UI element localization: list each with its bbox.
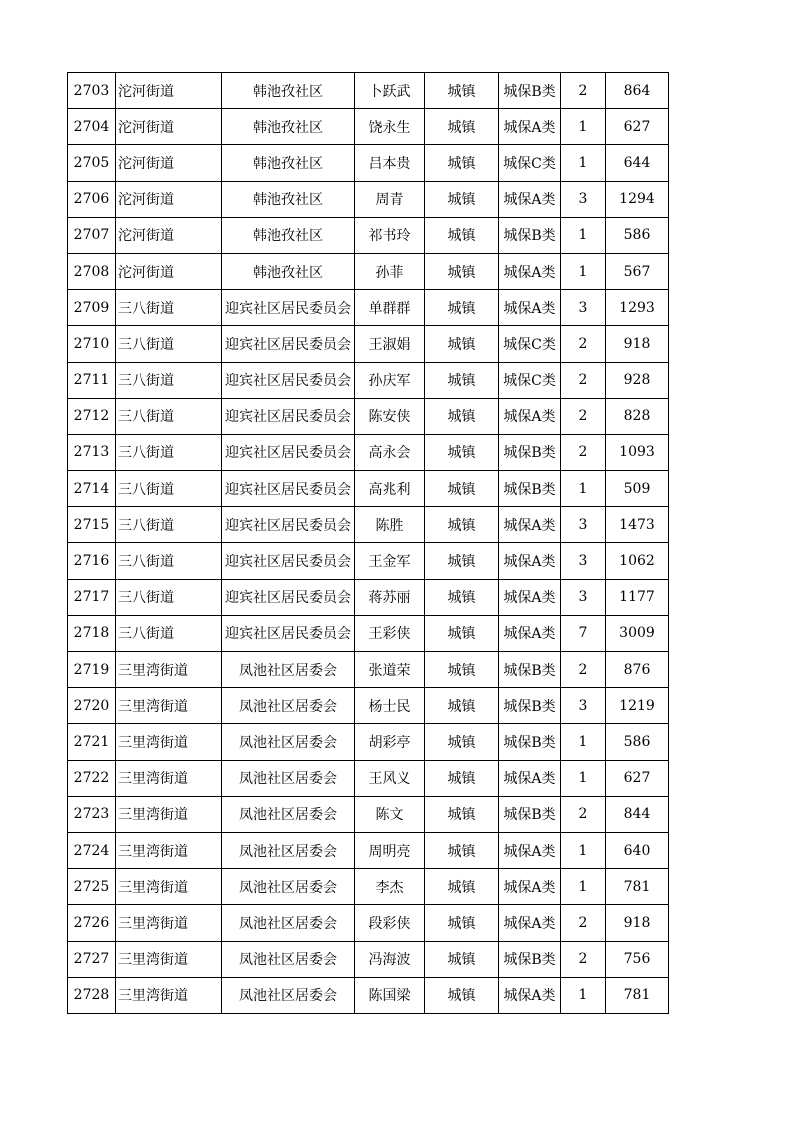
- area-cell: 城镇: [425, 760, 499, 796]
- household-count-cell: 3: [561, 290, 606, 326]
- amount-cell: 509: [606, 471, 669, 507]
- record-id-cell: 2718: [68, 615, 116, 651]
- amount-cell: 640: [606, 832, 669, 868]
- area-cell: 城镇: [425, 869, 499, 905]
- community-cell: 凤池社区居委会: [222, 941, 355, 977]
- street-cell: 三里湾街道: [116, 652, 222, 688]
- area-cell: 城镇: [425, 796, 499, 832]
- amount-cell: 3009: [606, 615, 669, 651]
- record-id-cell: 2713: [68, 434, 116, 470]
- table-row: [68, 615, 669, 651]
- table-row: [68, 73, 669, 109]
- table-row: [68, 688, 669, 724]
- category-cell: 城保C类: [499, 326, 561, 362]
- community-cell: 凤池社区居委会: [222, 869, 355, 905]
- community-cell: 迎宾社区居民委员会: [222, 471, 355, 507]
- street-cell: 三八街道: [116, 615, 222, 651]
- street-cell: 三里湾街道: [116, 724, 222, 760]
- record-id-cell: 2726: [68, 905, 116, 941]
- community-cell: 凤池社区居委会: [222, 688, 355, 724]
- record-id-cell: 2705: [68, 145, 116, 181]
- household-count-cell: 2: [561, 941, 606, 977]
- street-cell: 三八街道: [116, 543, 222, 579]
- name-cell: 高兆利: [355, 471, 425, 507]
- amount-cell: 1219: [606, 688, 669, 724]
- table-row: [68, 941, 669, 977]
- street-cell: 三八街道: [116, 362, 222, 398]
- table-row: [68, 290, 669, 326]
- record-id-cell: 2709: [68, 290, 116, 326]
- area-cell: 城镇: [425, 507, 499, 543]
- amount-cell: 1093: [606, 434, 669, 470]
- amount-cell: 781: [606, 977, 669, 1013]
- community-cell: 迎宾社区居民委员会: [222, 326, 355, 362]
- records-table: [67, 72, 669, 1014]
- record-id-cell: 2717: [68, 579, 116, 615]
- household-count-cell: 2: [561, 652, 606, 688]
- table-row: [68, 398, 669, 434]
- area-cell: 城镇: [425, 73, 499, 109]
- street-cell: 三里湾街道: [116, 977, 222, 1013]
- area-cell: 城镇: [425, 398, 499, 434]
- amount-cell: 627: [606, 760, 669, 796]
- category-cell: 城保A类: [499, 579, 561, 615]
- table-row: [68, 760, 669, 796]
- household-count-cell: 2: [561, 398, 606, 434]
- record-id-cell: 2708: [68, 253, 116, 289]
- name-cell: 周青: [355, 181, 425, 217]
- household-count-cell: 2: [561, 434, 606, 470]
- street-cell: 三八街道: [116, 579, 222, 615]
- table-row: [68, 724, 669, 760]
- community-cell: 凤池社区居委会: [222, 796, 355, 832]
- amount-cell: 627: [606, 109, 669, 145]
- area-cell: 城镇: [425, 217, 499, 253]
- category-cell: 城保A类: [499, 832, 561, 868]
- household-count-cell: 2: [561, 326, 606, 362]
- community-cell: 迎宾社区居民委员会: [222, 362, 355, 398]
- street-cell: 三八街道: [116, 290, 222, 326]
- category-cell: 城保B类: [499, 471, 561, 507]
- record-id-cell: 2719: [68, 652, 116, 688]
- area-cell: 城镇: [425, 290, 499, 326]
- area-cell: 城镇: [425, 905, 499, 941]
- community-cell: 韩池孜社区: [222, 217, 355, 253]
- area-cell: 城镇: [425, 326, 499, 362]
- household-count-cell: 1: [561, 977, 606, 1013]
- table-row: [68, 471, 669, 507]
- community-cell: 凤池社区居委会: [222, 724, 355, 760]
- name-cell: 胡彩亭: [355, 724, 425, 760]
- name-cell: 孙庆军: [355, 362, 425, 398]
- table-row: [68, 109, 669, 145]
- record-id-cell: 2722: [68, 760, 116, 796]
- household-count-cell: 2: [561, 905, 606, 941]
- street-cell: 沱河街道: [116, 253, 222, 289]
- street-cell: 沱河街道: [116, 217, 222, 253]
- street-cell: 三里湾街道: [116, 832, 222, 868]
- amount-cell: 828: [606, 398, 669, 434]
- community-cell: 迎宾社区居民委员会: [222, 615, 355, 651]
- table-row: [68, 543, 669, 579]
- name-cell: 陈胜: [355, 507, 425, 543]
- household-count-cell: 2: [561, 362, 606, 398]
- category-cell: 城保A类: [499, 253, 561, 289]
- household-count-cell: 3: [561, 181, 606, 217]
- category-cell: 城保A类: [499, 290, 561, 326]
- community-cell: 韩池孜社区: [222, 253, 355, 289]
- area-cell: 城镇: [425, 688, 499, 724]
- household-count-cell: 3: [561, 543, 606, 579]
- household-count-cell: 1: [561, 471, 606, 507]
- name-cell: 王彩侠: [355, 615, 425, 651]
- category-cell: 城保B类: [499, 941, 561, 977]
- street-cell: 三八街道: [116, 434, 222, 470]
- category-cell: 城保A类: [499, 543, 561, 579]
- record-id-cell: 2703: [68, 73, 116, 109]
- category-cell: 城保A类: [499, 398, 561, 434]
- street-cell: 三里湾街道: [116, 905, 222, 941]
- table-row: [68, 181, 669, 217]
- area-cell: 城镇: [425, 832, 499, 868]
- amount-cell: 1294: [606, 181, 669, 217]
- amount-cell: 781: [606, 869, 669, 905]
- name-cell: 张道荣: [355, 652, 425, 688]
- table-row: [68, 434, 669, 470]
- community-cell: 迎宾社区居民委员会: [222, 290, 355, 326]
- record-id-cell: 2723: [68, 796, 116, 832]
- amount-cell: 876: [606, 652, 669, 688]
- amount-cell: 918: [606, 905, 669, 941]
- table-row: [68, 869, 669, 905]
- amount-cell: 756: [606, 941, 669, 977]
- community-cell: 凤池社区居委会: [222, 652, 355, 688]
- street-cell: 三八街道: [116, 398, 222, 434]
- category-cell: 城保A类: [499, 760, 561, 796]
- community-cell: 凤池社区居委会: [222, 905, 355, 941]
- area-cell: 城镇: [425, 941, 499, 977]
- area-cell: 城镇: [425, 253, 499, 289]
- name-cell: 卜跃武: [355, 73, 425, 109]
- record-id-cell: 2710: [68, 326, 116, 362]
- record-id-cell: 2716: [68, 543, 116, 579]
- record-id-cell: 2725: [68, 869, 116, 905]
- name-cell: 蒋苏丽: [355, 579, 425, 615]
- amount-cell: 928: [606, 362, 669, 398]
- street-cell: 沱河街道: [116, 145, 222, 181]
- record-id-cell: 2712: [68, 398, 116, 434]
- category-cell: 城保B类: [499, 652, 561, 688]
- community-cell: 迎宾社区居民委员会: [222, 543, 355, 579]
- name-cell: 陈安侠: [355, 398, 425, 434]
- category-cell: 城保B类: [499, 434, 561, 470]
- street-cell: 沱河街道: [116, 73, 222, 109]
- name-cell: 高永会: [355, 434, 425, 470]
- category-cell: 城保C类: [499, 145, 561, 181]
- category-cell: 城保A类: [499, 507, 561, 543]
- table-row: [68, 507, 669, 543]
- table-row: [68, 362, 669, 398]
- category-cell: 城保A类: [499, 905, 561, 941]
- category-cell: 城保A类: [499, 869, 561, 905]
- household-count-cell: 1: [561, 109, 606, 145]
- name-cell: 吕本贵: [355, 145, 425, 181]
- household-count-cell: 1: [561, 253, 606, 289]
- category-cell: 城保A类: [499, 109, 561, 145]
- street-cell: 三八街道: [116, 326, 222, 362]
- record-id-cell: 2715: [68, 507, 116, 543]
- category-cell: 城保A类: [499, 977, 561, 1013]
- record-id-cell: 2711: [68, 362, 116, 398]
- household-count-cell: 1: [561, 724, 606, 760]
- household-count-cell: 1: [561, 832, 606, 868]
- street-cell: 三里湾街道: [116, 688, 222, 724]
- household-count-cell: 3: [561, 688, 606, 724]
- record-id-cell: 2728: [68, 977, 116, 1013]
- table-row: [68, 796, 669, 832]
- amount-cell: 1293: [606, 290, 669, 326]
- table-row: [68, 217, 669, 253]
- household-count-cell: 2: [561, 796, 606, 832]
- table-row: [68, 579, 669, 615]
- street-cell: 三八街道: [116, 471, 222, 507]
- area-cell: 城镇: [425, 977, 499, 1013]
- community-cell: 迎宾社区居民委员会: [222, 507, 355, 543]
- category-cell: 城保B类: [499, 73, 561, 109]
- table-row: [68, 977, 669, 1013]
- household-count-cell: 1: [561, 760, 606, 796]
- area-cell: 城镇: [425, 145, 499, 181]
- area-cell: 城镇: [425, 652, 499, 688]
- street-cell: 三八街道: [116, 507, 222, 543]
- record-id-cell: 2727: [68, 941, 116, 977]
- name-cell: 祁书玲: [355, 217, 425, 253]
- name-cell: 冯海波: [355, 941, 425, 977]
- amount-cell: 586: [606, 217, 669, 253]
- amount-cell: 844: [606, 796, 669, 832]
- community-cell: 韩池孜社区: [222, 181, 355, 217]
- household-count-cell: 7: [561, 615, 606, 651]
- area-cell: 城镇: [425, 109, 499, 145]
- community-cell: 韩池孜社区: [222, 73, 355, 109]
- table-row: [68, 145, 669, 181]
- community-cell: 凤池社区居委会: [222, 760, 355, 796]
- community-cell: 凤池社区居委会: [222, 977, 355, 1013]
- category-cell: 城保B类: [499, 688, 561, 724]
- name-cell: 单群群: [355, 290, 425, 326]
- street-cell: 沱河街道: [116, 109, 222, 145]
- household-count-cell: 2: [561, 73, 606, 109]
- area-cell: 城镇: [425, 724, 499, 760]
- table-row: [68, 832, 669, 868]
- community-cell: 韩池孜社区: [222, 109, 355, 145]
- area-cell: 城镇: [425, 579, 499, 615]
- amount-cell: 1062: [606, 543, 669, 579]
- name-cell: 王金军: [355, 543, 425, 579]
- household-count-cell: 1: [561, 869, 606, 905]
- area-cell: 城镇: [425, 543, 499, 579]
- category-cell: 城保B类: [499, 217, 561, 253]
- name-cell: 王淑娟: [355, 326, 425, 362]
- category-cell: 城保A类: [499, 615, 561, 651]
- name-cell: 王风义: [355, 760, 425, 796]
- household-count-cell: 1: [561, 217, 606, 253]
- record-id-cell: 2724: [68, 832, 116, 868]
- record-id-cell: 2721: [68, 724, 116, 760]
- street-cell: 三里湾街道: [116, 869, 222, 905]
- record-id-cell: 2704: [68, 109, 116, 145]
- street-cell: 三里湾街道: [116, 796, 222, 832]
- amount-cell: 567: [606, 253, 669, 289]
- street-cell: 沱河街道: [116, 181, 222, 217]
- amount-cell: 1177: [606, 579, 669, 615]
- community-cell: 迎宾社区居民委员会: [222, 398, 355, 434]
- household-count-cell: 1: [561, 145, 606, 181]
- amount-cell: 918: [606, 326, 669, 362]
- household-count-cell: 3: [561, 579, 606, 615]
- amount-cell: 1473: [606, 507, 669, 543]
- amount-cell: 586: [606, 724, 669, 760]
- table-row: [68, 652, 669, 688]
- record-id-cell: 2720: [68, 688, 116, 724]
- category-cell: 城保C类: [499, 362, 561, 398]
- name-cell: 饶永生: [355, 109, 425, 145]
- record-id-cell: 2706: [68, 181, 116, 217]
- name-cell: 李杰: [355, 869, 425, 905]
- community-cell: 迎宾社区居民委员会: [222, 579, 355, 615]
- table-row: [68, 326, 669, 362]
- category-cell: 城保B类: [499, 796, 561, 832]
- table-row: [68, 905, 669, 941]
- community-cell: 凤池社区居委会: [222, 832, 355, 868]
- record-id-cell: 2714: [68, 471, 116, 507]
- community-cell: 迎宾社区居民委员会: [222, 434, 355, 470]
- household-count-cell: 3: [561, 507, 606, 543]
- name-cell: 段彩侠: [355, 905, 425, 941]
- table-row: [68, 253, 669, 289]
- area-cell: 城镇: [425, 434, 499, 470]
- street-cell: 三里湾街道: [116, 760, 222, 796]
- street-cell: 三里湾街道: [116, 941, 222, 977]
- name-cell: 陈文: [355, 796, 425, 832]
- amount-cell: 644: [606, 145, 669, 181]
- area-cell: 城镇: [425, 471, 499, 507]
- area-cell: 城镇: [425, 362, 499, 398]
- area-cell: 城镇: [425, 615, 499, 651]
- record-id-cell: 2707: [68, 217, 116, 253]
- area-cell: 城镇: [425, 181, 499, 217]
- name-cell: 孙菲: [355, 253, 425, 289]
- name-cell: 杨士民: [355, 688, 425, 724]
- amount-cell: 864: [606, 73, 669, 109]
- name-cell: 周明亮: [355, 832, 425, 868]
- table-body: [68, 73, 669, 1014]
- category-cell: 城保A类: [499, 181, 561, 217]
- name-cell: 陈国梁: [355, 977, 425, 1013]
- category-cell: 城保B类: [499, 724, 561, 760]
- community-cell: 韩池孜社区: [222, 145, 355, 181]
